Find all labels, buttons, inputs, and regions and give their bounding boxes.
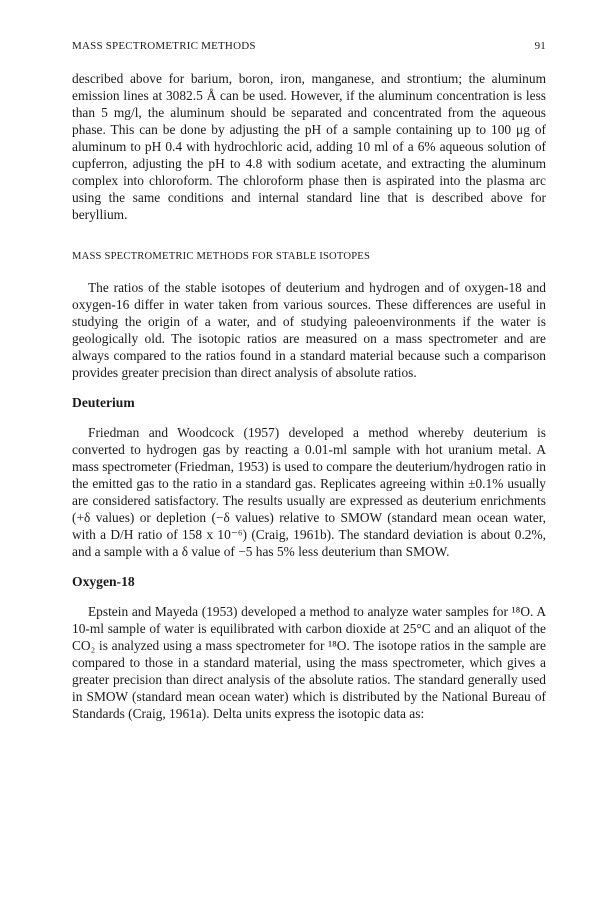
section-paragraph: The ratios of the stable isotopes of deuterium and hydrogen and of oxygen-18 and oxygen-16 differ in water taken from various sources. These differences are useful in studying the origin of a water, and of studying paleoenvironments if the water is geologically old. The isotopic ratios are measured on a mass spectrometer and are always compared to the ratios found in a standard material because such a comparison provides greater precision than direct analysis of absolute ratios. <box>72 280 546 380</box>
running-title: MASS SPECTROMETRIC METHODS <box>72 40 256 52</box>
running-head <box>72 40 546 52</box>
page <box>72 40 546 722</box>
oxygen18-paragraph: Epstein and Mayeda (1953) developed a method to analyze water samples for ¹⁸O. A 10-ml sample of water is equilibrated with carbon dioxide at 25°C and an aliquot of the CO₂ is analyzed using a mass spectrometer for ¹⁸O. The isotope ratios in the sample are compared to those in a standard material, using the mass spectrometer, which gives a greater precision than direct analysis of the absolute ratios. The standard generally used in SMOW (standard mean ocean water) which is distributed by the National Bureau of Standards (Craig, 1961a). Delta units express the isotopic data as: <box>72 604 546 721</box>
section-title: MASS SPECTROMETRIC METHODS FOR STABLE ISOTOPES <box>72 251 371 262</box>
oxygen18-heading: Oxygen-18 <box>72 574 135 589</box>
deuterium-heading: Deuterium <box>72 395 135 410</box>
deuterium-paragraph: Friedman and Woodcock (1957) developed a method whereby deuterium is converted to hydrogen gas by reacting a 0.01-ml sample with hot uranium metal. A mass spectrometer (Friedman, 1953) is used to compare the deuterium/hydrogen ratio in the emitted gas to the ratio in a standard gas. Replicates agreeing within ±0.1% usually are considered satisfactory. The results usually are expressed as deuterium enrichments (+δ values) or depletion (−δ values) relative to SMOW (standard mean ocean water, with a D/H ratio of 158 x 10⁻⁶) (Craig, 1961b). The standard deviation is about 0.2%, and a sample with a δ value of −5 has 5% less deuterium than SMOW. <box>72 425 546 559</box>
page-number: 91 <box>534 40 546 52</box>
intro-paragraph: described above for barium, boron, iron, manganese, and strontium; the aluminum emission lines at 3082.5 Å can be used. However, if the aluminum concentration is less than 5 mg/l, the aluminum should be separated and concentrated from the aqueous phase. This can be done by adjusting the pH of a sample containing up to 100 μg of aluminum to pH 0.4 with hydrochloric acid, adding 10 ml of a 6% aqueous solution of cupferron, adjusting the pH to 4.8 with sodium acetate, and extracting the aluminum complex into chloroform. The chloroform phase then is aspirated into the plasma arc using the same conditions and internal standard line that is described above for beryllium. <box>72 71 546 222</box>
